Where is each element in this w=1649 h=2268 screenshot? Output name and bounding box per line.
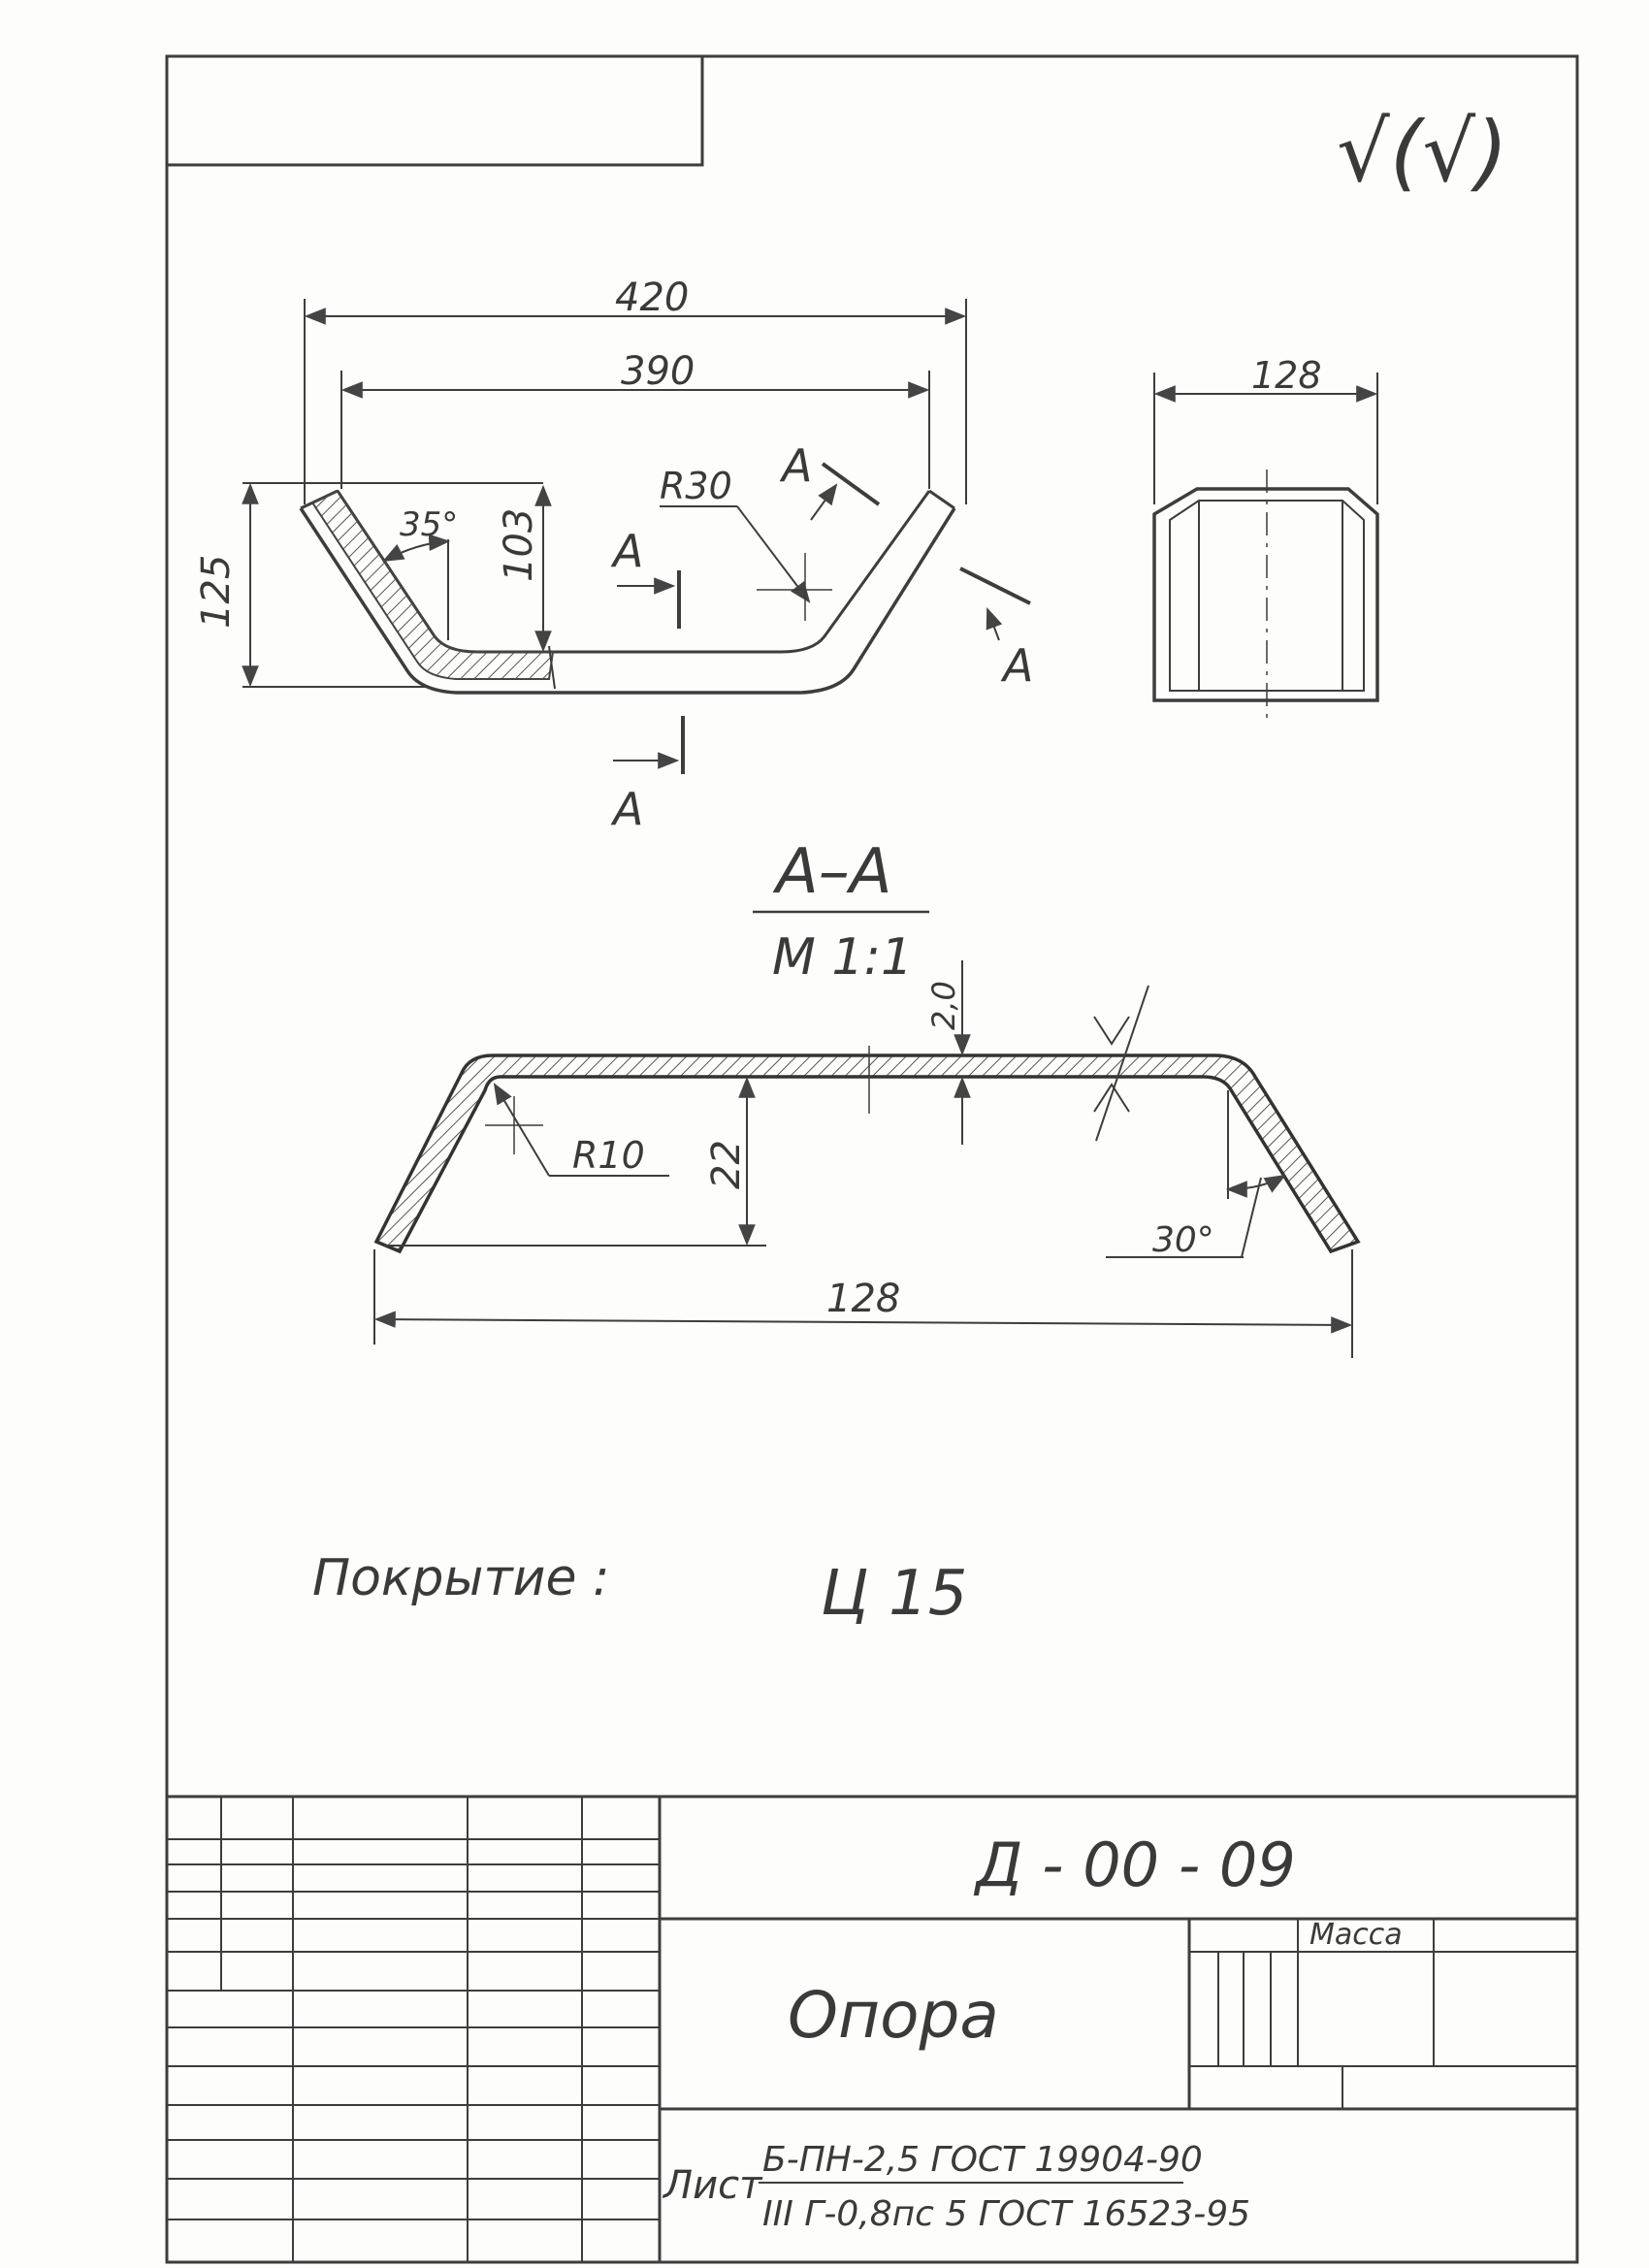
title-block <box>167 1797 1577 2262</box>
coating-label: Покрытие : <box>312 1549 610 1607</box>
material-line-2: III Г-0,8пс 5 ГОСТ 16523-95 <box>762 2194 1250 2234</box>
coating-note <box>312 1549 967 1630</box>
section-mark-a-4: A <box>1003 639 1034 692</box>
dim-height: 125 <box>194 554 239 629</box>
dim-angle: 35° <box>400 505 459 544</box>
front-view <box>194 275 1033 835</box>
dim-arc-35 <box>384 541 448 561</box>
top-left-designation-box <box>167 56 702 165</box>
section-scale: М 1:1 <box>772 928 914 987</box>
section-dim-radius: R10 <box>572 1134 645 1177</box>
drawing-designation: Д - 00 - 09 <box>976 1830 1296 1900</box>
section-mark-a-2: A <box>613 783 644 835</box>
dim-arc-30 <box>1228 1176 1284 1189</box>
revision-grid <box>167 1797 660 2262</box>
dim-leader-r30 <box>737 506 809 601</box>
section-title: А–А <box>776 836 892 908</box>
section-dim-width: 128 <box>826 1277 901 1321</box>
side-dim-width: 128 <box>1251 354 1322 397</box>
material-line-1: Б-ПН-2,5 ГОСТ 19904-90 <box>762 2140 1203 2180</box>
part-name: Опора <box>788 1978 999 2053</box>
section-dim-angle: 30° <box>1152 1220 1214 1260</box>
section-mark-a-3: A <box>782 439 813 492</box>
material-prefix: Лист <box>663 2163 762 2208</box>
coating-value: Ц 15 <box>821 1558 968 1630</box>
mass-label: Масса <box>1310 1918 1403 1952</box>
side-view <box>1154 354 1377 718</box>
dim-inner-width: 390 <box>621 349 695 394</box>
dim-overall-width: 420 <box>615 275 690 320</box>
dim-leader-r10 <box>495 1085 549 1176</box>
section-dim-thickness: 2,0 <box>925 981 962 1030</box>
roughness-mark: √(√) <box>1337 104 1508 201</box>
section-a-a <box>374 836 1358 1358</box>
dim-inner-height: 103 <box>497 507 541 582</box>
section-mark-a-1: A <box>613 525 644 577</box>
dim-radius: R30 <box>660 465 732 507</box>
section-dim-height: 22 <box>704 1140 749 1189</box>
